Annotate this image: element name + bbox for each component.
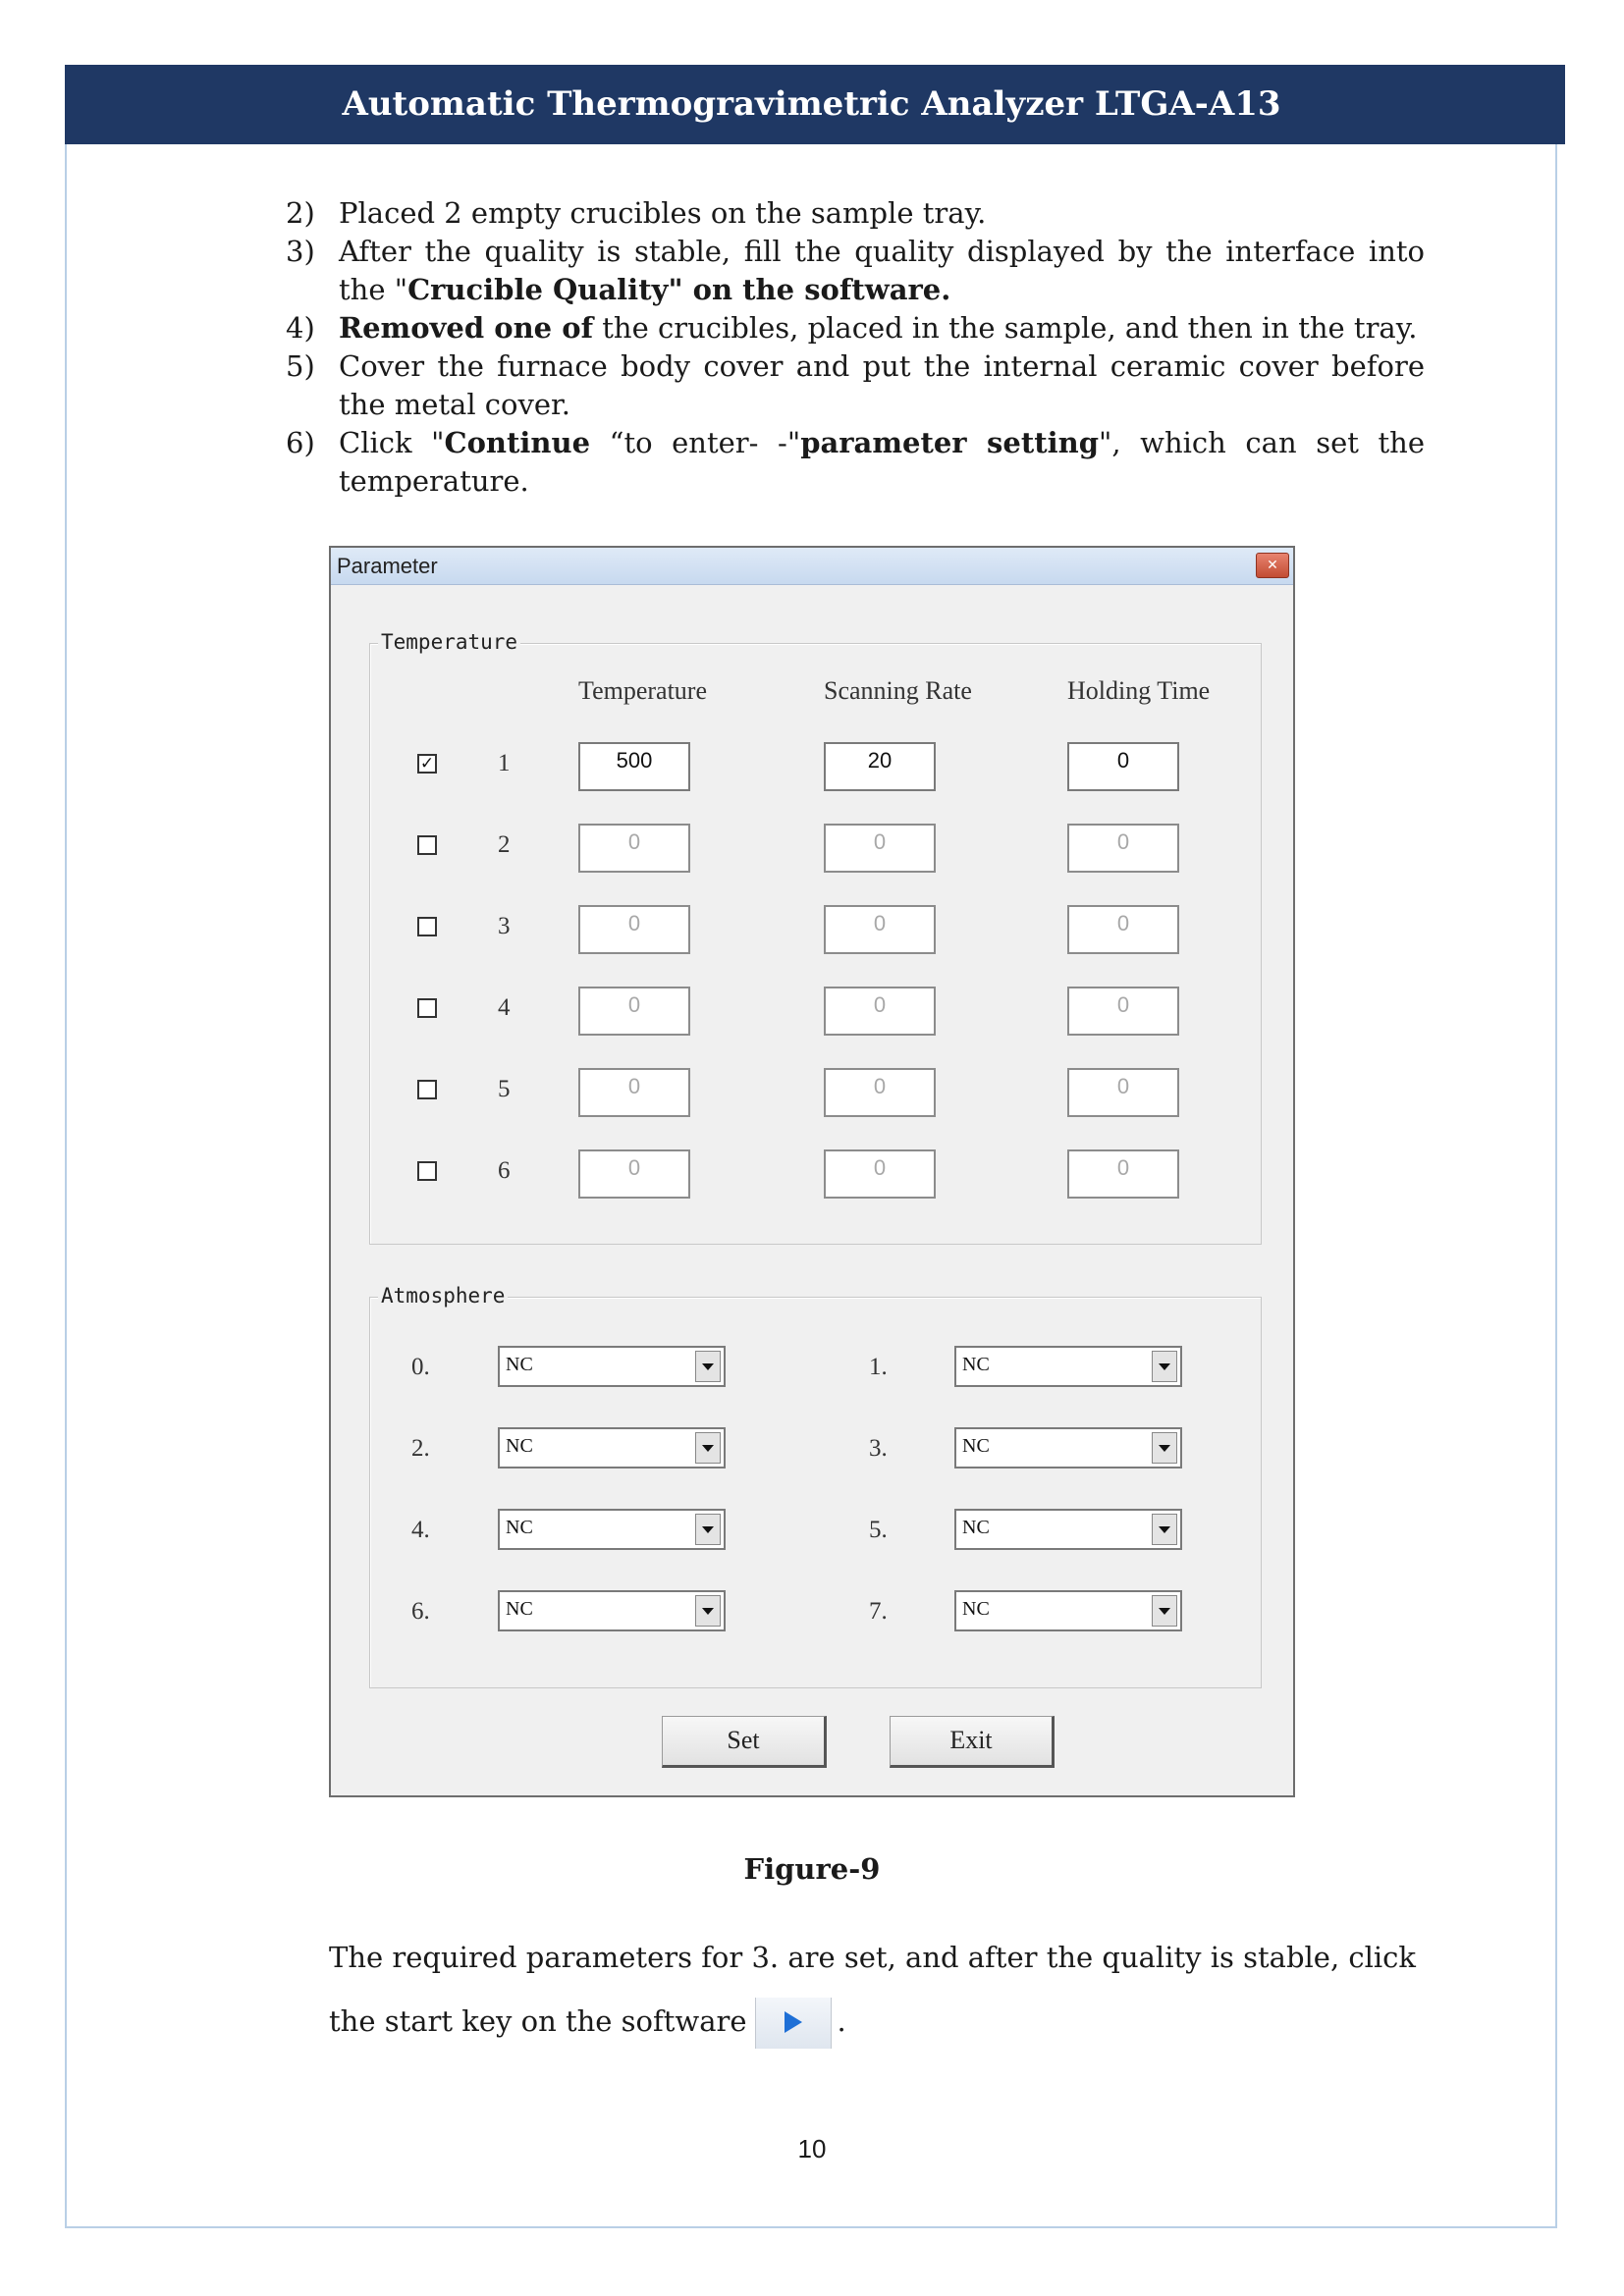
holding-input[interactable]: 0 (1067, 905, 1179, 954)
atmosphere-channel-label: 3. (869, 1435, 888, 1462)
temperature-input[interactable]: 0 (578, 1068, 690, 1117)
atmosphere-channel-label: 0. (411, 1354, 430, 1380)
step-text: Click " (339, 426, 445, 459)
segment-checkbox[interactable] (417, 835, 437, 855)
step-number: 3) (286, 235, 315, 268)
step-item (286, 309, 1425, 347)
step-text-bold: Removed one of (339, 311, 594, 345)
rate-input[interactable]: 0 (824, 1149, 936, 1199)
atmosphere-channel-label: 7. (869, 1598, 888, 1625)
dialog-title: Parameter (337, 554, 438, 578)
step-number: 4) (286, 311, 315, 345)
column-header-holding-time: Holding Time (1067, 676, 1211, 705)
atmosphere-select-value: NC (962, 1435, 990, 1457)
rate-input[interactable]: 20 (824, 742, 936, 791)
play-icon (751, 1996, 834, 2051)
header-bar (65, 65, 1565, 144)
chevron-down-icon[interactable] (1152, 1351, 1177, 1382)
column-header-temperature: Temperature (578, 676, 707, 705)
atmosphere-group-legend: Atmosphere (378, 1284, 508, 1308)
segment-index: 6 (498, 1157, 511, 1184)
step-text: the crucibles, placed in the sample, and then in the tray. (593, 311, 1418, 345)
atmosphere-select-value: NC (962, 1354, 990, 1375)
step-number: 2) (286, 196, 315, 230)
segment-index: 4 (498, 994, 511, 1021)
atmosphere-channel-label: 2. (411, 1435, 430, 1462)
step-text: ", which can set the temperature. (339, 426, 1425, 498)
chevron-down-icon[interactable] (1152, 1432, 1177, 1464)
rate-input[interactable]: 0 (824, 824, 936, 873)
figure-caption: Figure-9 (743, 1852, 881, 1886)
parameter-dialog (329, 546, 1295, 1797)
step-item (286, 424, 1425, 501)
dialog-title-bar (331, 548, 1293, 585)
step-item (286, 194, 1425, 233)
step-item (286, 347, 1425, 424)
holding-input[interactable]: 0 (1067, 1149, 1179, 1199)
atmosphere-select-value: NC (506, 1598, 533, 1620)
step-text: Placed 2 empty crucibles on the sample tray. (339, 196, 987, 230)
rate-input[interactable]: 0 (824, 905, 936, 954)
temperature-input[interactable]: 0 (578, 905, 690, 954)
rate-input[interactable]: 0 (824, 987, 936, 1036)
atmosphere-channel-label: 1. (869, 1354, 888, 1380)
holding-input[interactable]: 0 (1067, 824, 1179, 873)
segment-index: 5 (498, 1076, 511, 1102)
holding-input[interactable]: 0 (1067, 1068, 1179, 1117)
step-number: 5) (286, 349, 315, 383)
segment-index: 3 (498, 913, 511, 939)
steps-list (286, 194, 1425, 501)
step-item (286, 233, 1425, 309)
segment-index: 1 (498, 750, 511, 776)
segment-checkbox[interactable] (417, 1161, 437, 1181)
temperature-input[interactable]: 0 (578, 1149, 690, 1199)
atmosphere-select-value: NC (506, 1354, 533, 1375)
set-button[interactable]: Set (662, 1716, 827, 1768)
segment-checkbox[interactable]: ✓ (417, 754, 437, 774)
atmosphere-select[interactable] (498, 1346, 726, 1387)
atmosphere-channel-label: 6. (411, 1598, 430, 1625)
atmosphere-select[interactable] (954, 1509, 1182, 1550)
segment-checkbox[interactable] (417, 998, 437, 1018)
chevron-down-icon[interactable] (695, 1595, 721, 1627)
column-header-scanning-rate: Scanning Rate (824, 676, 972, 705)
atmosphere-select[interactable] (954, 1590, 1182, 1631)
segment-index: 2 (498, 831, 511, 858)
atmosphere-select[interactable] (954, 1346, 1182, 1387)
page-number: 10 (797, 2134, 827, 2163)
atmosphere-select-value: NC (506, 1435, 533, 1457)
chevron-down-icon[interactable] (695, 1514, 721, 1545)
document-title: Automatic Thermogravimetric Analyzer LTGA-A13 (342, 84, 1281, 124)
atmosphere-select[interactable] (498, 1509, 726, 1550)
atmosphere-select-value: NC (506, 1517, 533, 1538)
step-text-bold: Continue (444, 426, 591, 459)
paragraph-end: . (837, 2004, 846, 2038)
step-text-bold: parameter setting (800, 426, 1099, 459)
temperature-input[interactable]: 0 (578, 987, 690, 1036)
step-text: Cover the furnace body cover and put the internal ceramic cover before the metal cover. (339, 349, 1425, 421)
segment-checkbox[interactable] (417, 917, 437, 936)
temperature-input[interactable]: 500 (578, 742, 690, 791)
atmosphere-channel-label: 4. (411, 1517, 430, 1543)
atmosphere-channel-label: 5. (869, 1517, 888, 1543)
holding-input[interactable]: 0 (1067, 742, 1179, 791)
step-text-bold: Crucible Quality" on the software. (407, 273, 951, 306)
chevron-down-icon[interactable] (695, 1351, 721, 1382)
atmosphere-select-value: NC (962, 1598, 990, 1620)
holding-input[interactable]: 0 (1067, 987, 1179, 1036)
close-icon[interactable]: ✕ (1256, 553, 1289, 578)
atmosphere-select[interactable] (498, 1590, 726, 1631)
chevron-down-icon[interactable] (1152, 1595, 1177, 1627)
temperature-input[interactable]: 0 (578, 824, 690, 873)
atmosphere-select[interactable] (498, 1427, 726, 1468)
paragraph-text: The required parameters for 3. are set, and after the quality is stable, click the start key on the software (329, 1941, 1416, 2038)
chevron-down-icon[interactable] (1152, 1514, 1177, 1545)
temperature-group-legend: Temperature (378, 630, 520, 654)
step-text: “to enter- -" (590, 426, 801, 459)
atmosphere-select[interactable] (954, 1427, 1182, 1468)
exit-button[interactable]: Exit (890, 1716, 1055, 1768)
atmosphere-select-value: NC (962, 1517, 990, 1538)
segment-checkbox[interactable] (417, 1080, 437, 1099)
rate-input[interactable]: 0 (824, 1068, 936, 1117)
step-number: 6) (286, 426, 315, 459)
instruction-paragraph (329, 1926, 1429, 2054)
step-text: After the quality is stable, fill the quality displayed by the interface into the " (339, 235, 1425, 306)
chevron-down-icon[interactable] (695, 1432, 721, 1464)
